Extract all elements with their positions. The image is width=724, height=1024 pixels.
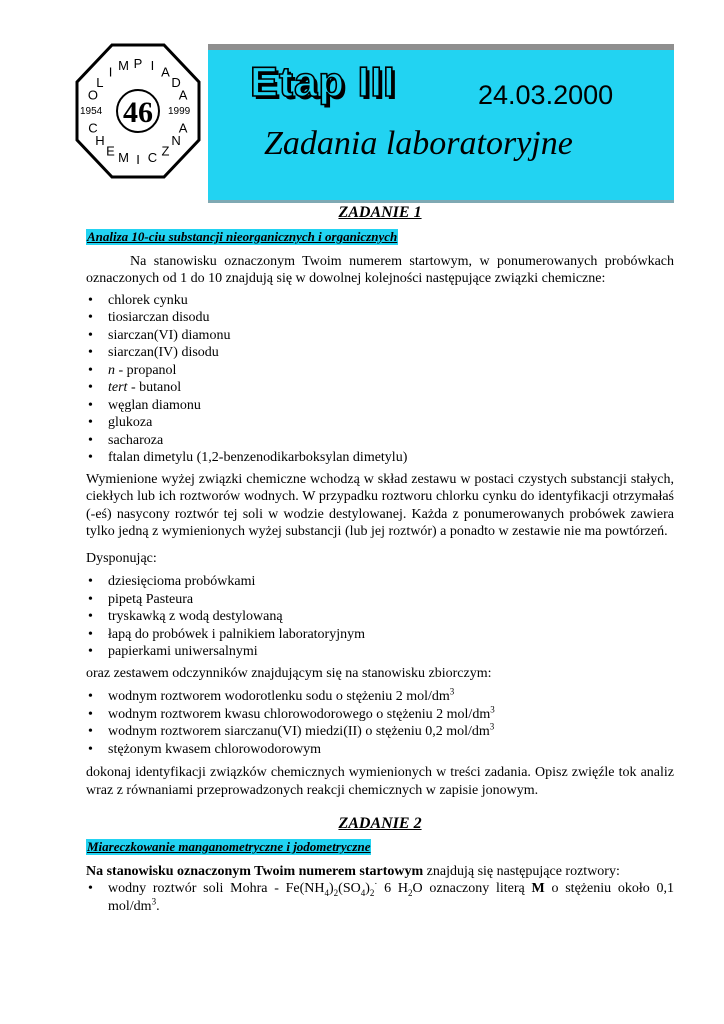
header-banner (208, 50, 674, 200)
list-item: • węglan diamonu (86, 397, 674, 415)
logo-letter: A (178, 87, 188, 103)
logo-letter: N (171, 133, 181, 149)
logo-letter: M (118, 149, 130, 165)
solution-list (86, 880, 674, 915)
task1-section-title: Analiza 10-ciu substancji nieorganicznych i organicznych (87, 229, 398, 244)
logo-year-end: 1999 (168, 106, 191, 117)
list-item: • łapą do probówek i palnikiem laboratoryjnym (86, 626, 674, 644)
list-item: • pipetą Pasteura (86, 591, 674, 609)
list-item: • ftalan dimetylu (1,2-benzenodikarboksylan dimetylu) (86, 449, 674, 467)
task2-intro: Na stanowisku oznaczonym Twoim numerem startowym znajdują się następujące roztwory: (86, 863, 620, 879)
task1-conclusion: dokonaj identyfikacji związków chemicznych wymienionych w treści zadania. Opisz zwięźle tok analiz wraz z równaniami przeprowadzonych reakcji chemicznych w zapisie jonowym. (86, 765, 674, 798)
exam-date: 24.03.2000 (478, 80, 614, 110)
logo-letter: C (147, 149, 158, 165)
logo-letter: C (88, 120, 98, 136)
reagents-intro: oraz zestawem odczynników znajdującym się na stanowisku zbiorczym: (86, 665, 492, 681)
list-item: • glukoza (86, 414, 674, 432)
logo-year-start: 1954 (80, 106, 103, 117)
task2-heading: ZADANIE 2 (338, 815, 422, 832)
logo-letter: O (87, 87, 98, 103)
document-body (86, 202, 674, 919)
equipment-list (86, 573, 674, 661)
task1-paragraph2: Wymienione wyżej związki chemiczne wchodzą w skład zestawu w postaci czystych substancji stałych, ciekłych lub ich roztworów wodnych. W przypadku roztworu chlorku cynku do identyfikacji otrzymałaś (-eś) nasycony roztwór tej soli w wodzie destylowanej. Każda z ponumerowanych probówek zawiera tylko jedną z wymienionych wyżej substancji (lub jej roztwór) a ponadto w zestawie nie ma powtórzeń. (86, 471, 674, 539)
list-item: • tert - butanol (86, 379, 674, 397)
list-item: • wodnym roztworem kwasu chlorowodorowego o stężeniu 2 mol/$dm^3$ (86, 706, 674, 724)
task1-intro: Na stanowisku oznaczonym Twoim numerem startowym, w ponumerowanych probówkach oznaczonych od 1 do 10 znajdują się w dowolnej kolejności następujące związki chemiczne: (86, 253, 674, 286)
logo-letter: Z (161, 143, 170, 159)
list-item: • tryskawką z wodą destylowaną (86, 608, 674, 626)
list-item: • wodnym roztworem siarczanu(VI) miedzi(II) o stężeniu 0,2 mol/$dm^3$ (86, 723, 674, 741)
logo-letter: A (161, 64, 170, 80)
list-item: • sacharoza (86, 432, 674, 450)
logo-letter: L (96, 74, 104, 90)
list-item: • tiosiarczan disodu (86, 309, 674, 327)
compound-list (86, 292, 674, 467)
logo-letter: A (178, 120, 188, 136)
dysponujac-label: Dysponując: (86, 550, 157, 566)
task1-heading: ZADANIE 1 (338, 204, 422, 221)
list-item: • stężonym kwasem chlorowodorowym (86, 741, 674, 759)
logo-letter: D (171, 74, 181, 90)
list-item: • dziesięcioma probówkami (86, 573, 674, 591)
logo-letter: E (106, 143, 115, 159)
logo-letter: I (150, 58, 155, 74)
task2-section-title: Miareczkowanie manganometryczne i jodometryczne (87, 839, 371, 854)
logo-letter: I (108, 64, 113, 80)
logo-number: 46 (123, 96, 153, 129)
logo-letter: P (133, 56, 143, 71)
list-item: • siarczan(IV) disodu (86, 344, 674, 362)
header-subtitle: Zadania laboratoryjne (264, 125, 573, 162)
logo-letter: I (136, 152, 140, 167)
logo-letter: H (95, 133, 105, 149)
list-item: • siarczan(VI) diamonu (86, 327, 674, 345)
stage-title: Etap III (250, 58, 396, 105)
list-item: • wodny roztwór soli Mohra - $Fe(NH_4)_2(SO_4)_2^\cdot$ 6 $H_2O$ oznaczony literą M o stężeniu około 0,1 mol/$dm^3$. (86, 880, 674, 915)
list-item: • chlorek cynku (86, 292, 674, 310)
list-item: • n - propanol (86, 362, 674, 380)
logo-letter: M (118, 58, 130, 74)
reagent-list (86, 688, 674, 758)
list-item: • papierkami uniwersalnymi (86, 643, 674, 661)
olympiad-logo (74, 42, 202, 180)
list-item: • wodnym roztworem wodorotlenku sodu o stężeniu 2 mol/$dm^3$ (86, 688, 674, 706)
